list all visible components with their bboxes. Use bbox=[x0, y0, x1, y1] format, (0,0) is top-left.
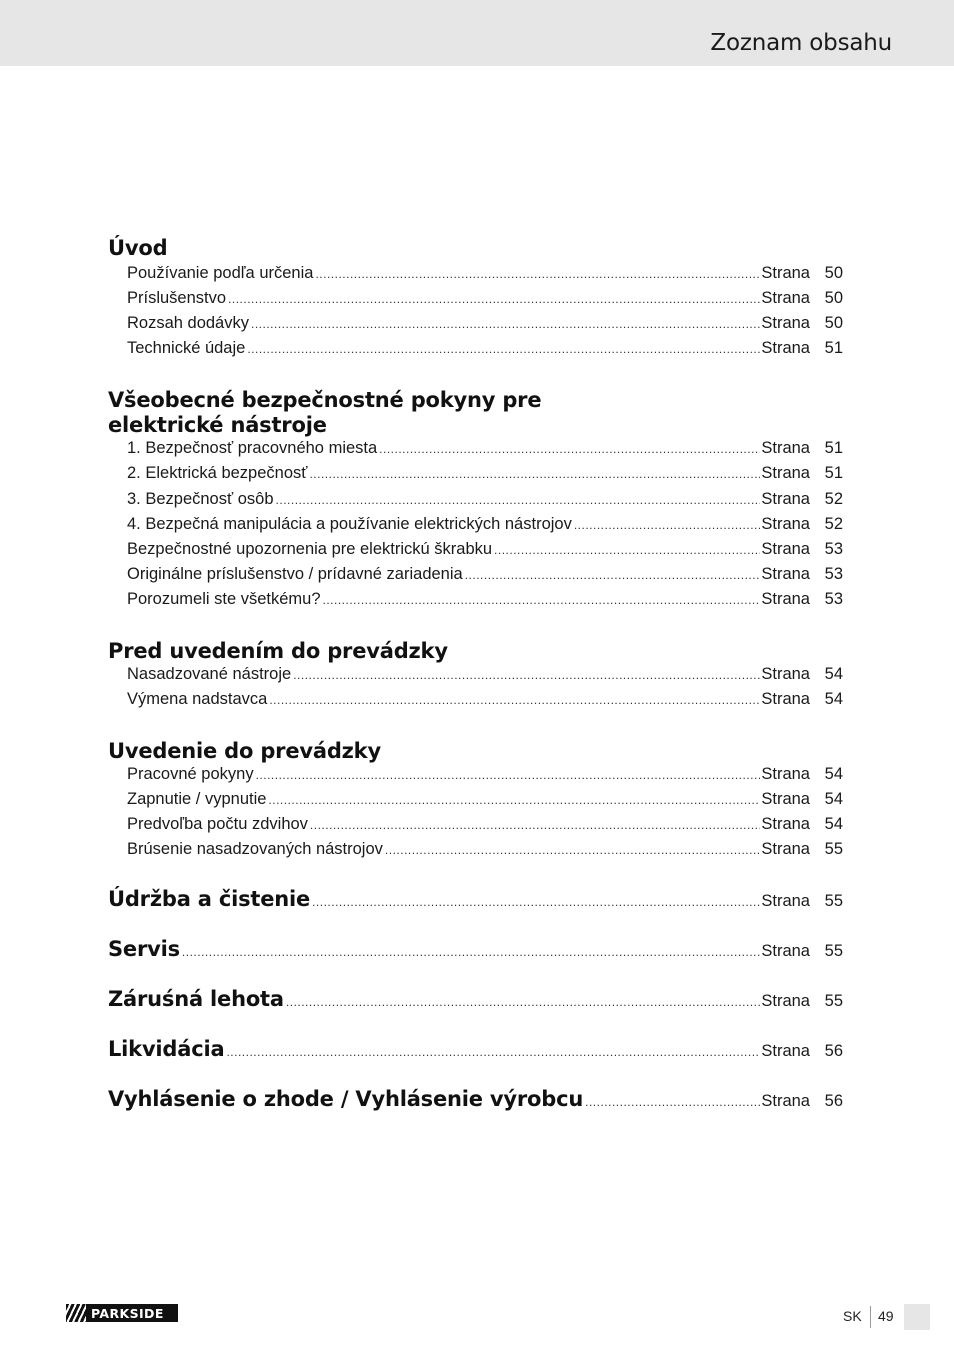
toc-main-entry[interactable] bbox=[108, 1037, 843, 1062]
toc-entry[interactable] bbox=[127, 490, 843, 515]
leader-dots bbox=[312, 895, 760, 909]
toc-entry-page: 51 bbox=[824, 439, 843, 457]
toc-entry-label: Používanie podľa určenia bbox=[127, 264, 314, 282]
toc-main-entry-label: Vyhlásenie o zhode / Vyhlásenie výrobcu bbox=[108, 1087, 584, 1111]
leader-dots bbox=[309, 467, 760, 481]
toc-entry-label: Bezpečnostné upozornenia pre elektrickú škrabku bbox=[127, 540, 493, 558]
toc-main-entry[interactable] bbox=[108, 1087, 843, 1112]
footer-tab-marker bbox=[904, 1304, 930, 1330]
section-heading-uvedenie: Uvedenie do prevádzky bbox=[108, 739, 381, 763]
section-heading-bezpecnost-line1: Všeobecné bezpečnostné pokyny pre bbox=[108, 388, 542, 412]
toc-entry[interactable] bbox=[127, 314, 843, 339]
toc-entry[interactable] bbox=[127, 515, 843, 540]
toc-entry-page: 54 bbox=[824, 790, 843, 808]
leader-dots bbox=[268, 793, 760, 807]
toc-entry-label: Originálne príslušenstvo / prídavné zariadenia bbox=[127, 565, 463, 583]
toc-entry[interactable] bbox=[127, 840, 843, 865]
toc-entry-label: Technické údaje bbox=[127, 339, 246, 357]
leader-dots bbox=[228, 292, 760, 306]
toc-entry[interactable] bbox=[127, 665, 843, 690]
logo-stripes-icon bbox=[66, 1304, 86, 1322]
toc-entry-strana: Strana bbox=[761, 264, 810, 282]
toc-entry-strana: Strana bbox=[761, 540, 810, 558]
toc-entry-strana: Strana bbox=[761, 790, 810, 808]
toc-entry-page: 56 bbox=[824, 1042, 843, 1060]
leader-dots bbox=[182, 945, 760, 959]
toc-entry-page: 54 bbox=[824, 765, 843, 783]
toc-entry[interactable] bbox=[127, 565, 843, 590]
toc-main-entry[interactable] bbox=[108, 937, 843, 962]
toc-entry-strana: Strana bbox=[761, 515, 810, 533]
leader-dots bbox=[286, 995, 761, 1009]
toc-entry[interactable] bbox=[127, 590, 843, 615]
leader-dots bbox=[574, 518, 761, 532]
toc-entry-label: 2. Elektrická bezpečnosť bbox=[127, 464, 308, 482]
toc-entry-strana: Strana bbox=[761, 339, 810, 357]
toc-entry-strana: Strana bbox=[761, 892, 810, 910]
toc-entry[interactable] bbox=[127, 815, 843, 840]
toc-entry-label: Predvoľba počtu zdvihov bbox=[127, 815, 308, 833]
section-heading-bezpecnost-line2: elektrické nástroje bbox=[108, 413, 327, 437]
toc-entry-strana: Strana bbox=[761, 1092, 810, 1110]
toc-entry-page: 54 bbox=[824, 665, 843, 683]
leader-dots bbox=[247, 342, 760, 356]
toc-entry-page: 50 bbox=[824, 264, 843, 282]
page-title: Zoznam obsahu bbox=[710, 30, 892, 56]
leader-dots bbox=[585, 1095, 760, 1109]
toc-entry-page: 51 bbox=[824, 339, 843, 357]
toc-entry[interactable] bbox=[127, 790, 843, 815]
leader-dots bbox=[385, 843, 760, 857]
toc-entry-strana: Strana bbox=[761, 840, 810, 858]
toc-entry-label: Brúsenie nasadzovaných nástrojov bbox=[127, 840, 383, 858]
section-heading-pred-uvedenim: Pred uvedením do prevádzky bbox=[108, 639, 448, 663]
toc-entry-strana: Strana bbox=[761, 490, 810, 508]
leader-dots bbox=[293, 668, 760, 682]
toc-entry[interactable] bbox=[127, 289, 843, 314]
toc-main-entry[interactable] bbox=[108, 987, 843, 1012]
toc-entry-page: 55 bbox=[824, 840, 843, 858]
section-heading-uvod: Úvod bbox=[108, 236, 168, 260]
toc-main-entry-label: Likvidácia bbox=[108, 1037, 225, 1061]
page-number: 49 bbox=[878, 1308, 894, 1324]
toc-main-entry[interactable] bbox=[108, 887, 843, 912]
toc-entry-label: Zapnutie / vypnutie bbox=[127, 790, 267, 808]
parkside-logo bbox=[66, 1304, 178, 1322]
leader-dots bbox=[315, 267, 760, 281]
toc-entry-strana: Strana bbox=[761, 314, 810, 332]
toc-entry-page: 56 bbox=[824, 1092, 843, 1110]
toc-entry-label: Pracovné pokyny bbox=[127, 765, 254, 783]
toc-entry-strana: Strana bbox=[761, 992, 810, 1010]
toc-entry[interactable] bbox=[127, 464, 843, 489]
toc-entry-strana: Strana bbox=[761, 665, 810, 683]
toc-entry-page: 52 bbox=[824, 515, 843, 533]
toc-entry-page: 54 bbox=[824, 815, 843, 833]
toc-entry-strana: Strana bbox=[761, 565, 810, 583]
toc-entry[interactable] bbox=[127, 439, 843, 464]
leader-dots bbox=[310, 818, 760, 832]
toc-entry-page: 53 bbox=[824, 565, 843, 583]
language-code: SK bbox=[843, 1308, 862, 1324]
toc-entry-page: 54 bbox=[824, 690, 843, 708]
toc-entry-strana: Strana bbox=[761, 765, 810, 783]
toc-entry-label: Porozumeli ste všetkému? bbox=[127, 590, 321, 608]
toc-entry-label: Príslušenstvo bbox=[127, 289, 227, 307]
toc-entry-label: Nasadzované nástroje bbox=[127, 665, 292, 683]
toc-entry-label: 4. Bezpečná manipulácia a používanie elektrických nástrojov bbox=[127, 515, 572, 533]
logo-text: PARKSIDE bbox=[91, 1305, 164, 1321]
leader-dots bbox=[379, 442, 760, 456]
toc-entry[interactable] bbox=[127, 339, 843, 364]
leader-dots bbox=[323, 593, 761, 607]
toc-main-entry-label: Servis bbox=[108, 937, 180, 961]
toc-entry-strana: Strana bbox=[761, 942, 810, 960]
toc-entry-page: 50 bbox=[824, 289, 843, 307]
toc-entry-page: 52 bbox=[824, 490, 843, 508]
toc-entry-page: 50 bbox=[824, 314, 843, 332]
toc-entry[interactable] bbox=[127, 540, 843, 565]
leader-dots bbox=[465, 568, 761, 582]
toc-entry[interactable] bbox=[127, 765, 843, 790]
toc-entry-page: 55 bbox=[824, 942, 843, 960]
toc-entry-strana: Strana bbox=[761, 289, 810, 307]
leader-dots bbox=[251, 317, 760, 331]
toc-entry[interactable] bbox=[127, 690, 843, 715]
toc-entry[interactable] bbox=[127, 264, 843, 289]
footer-divider bbox=[870, 1306, 871, 1328]
toc-entry-label: Výmena nadstavca bbox=[127, 690, 268, 708]
toc-entry-label: 1. Bezpečnosť pracovného miesta bbox=[127, 439, 378, 457]
toc-entry-label: 3. Bezpečnosť osôb bbox=[127, 490, 274, 508]
leader-dots bbox=[276, 493, 761, 507]
toc-entry-strana: Strana bbox=[761, 464, 810, 482]
leader-dots bbox=[494, 543, 760, 557]
toc-main-entry-label: Záruśná lehota bbox=[108, 987, 284, 1011]
toc-entry-strana: Strana bbox=[761, 1042, 810, 1060]
toc-entry-strana: Strana bbox=[761, 439, 810, 457]
toc-entry-page: 55 bbox=[824, 992, 843, 1010]
toc-entry-strana: Strana bbox=[761, 815, 810, 833]
toc-entry-page: 53 bbox=[824, 540, 843, 558]
toc-entry-label: Rozsah dodávky bbox=[127, 314, 249, 332]
toc-entry-page: 53 bbox=[824, 590, 843, 608]
toc-main-entry-label: Údržba a čistenie bbox=[108, 887, 311, 911]
leader-dots bbox=[226, 1045, 760, 1059]
leader-dots bbox=[256, 768, 761, 782]
toc-entry-page: 55 bbox=[824, 892, 843, 910]
toc-entry-strana: Strana bbox=[761, 690, 810, 708]
toc-entry-strana: Strana bbox=[761, 590, 810, 608]
toc-entry-page: 51 bbox=[824, 464, 843, 482]
leader-dots bbox=[269, 693, 760, 707]
